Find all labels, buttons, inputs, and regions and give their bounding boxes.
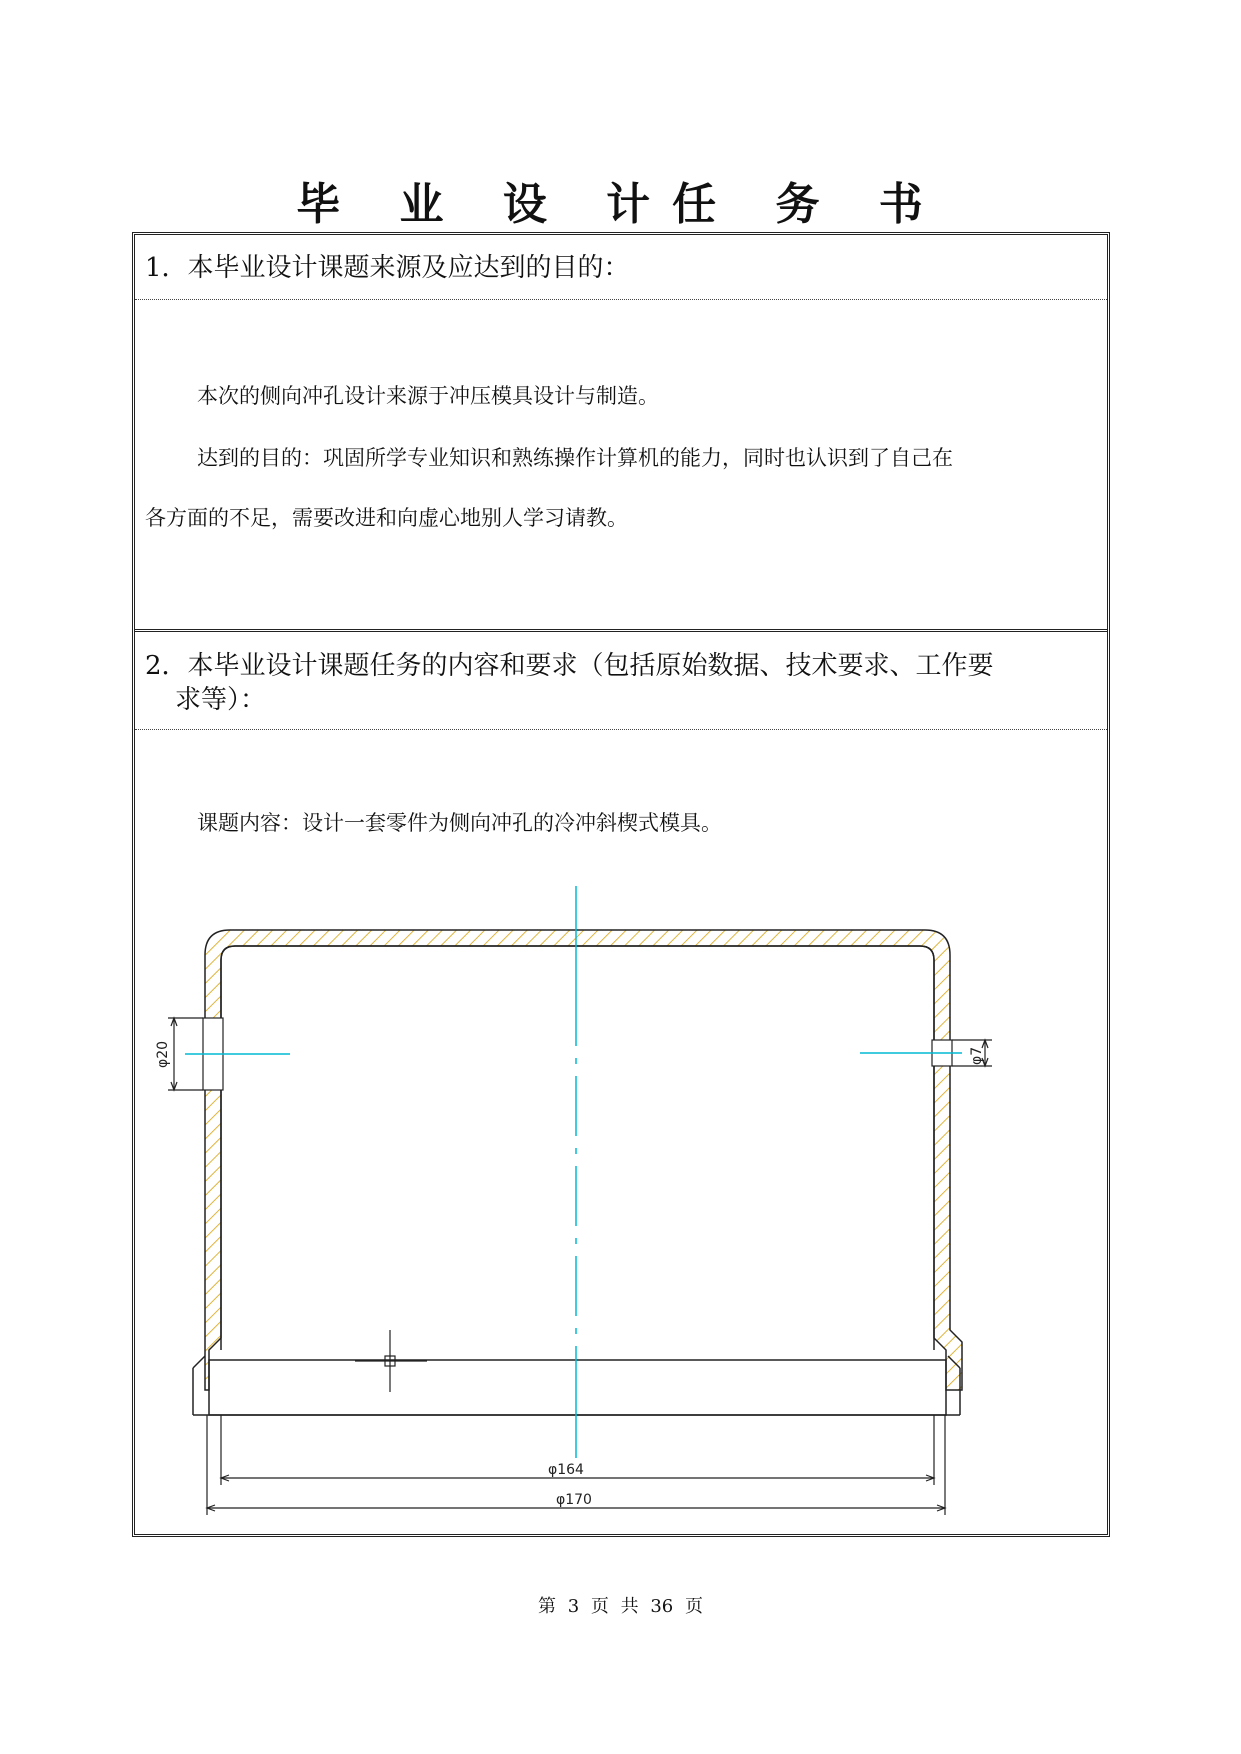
section1-heading: 1．本毕业设计课题来源及应达到的目的： — [145, 253, 630, 283]
dim-left-label: φ20 — [155, 1040, 171, 1068]
dim-outer-label: φ170 — [556, 1492, 592, 1508]
section2-heading-line2: 求等）： — [175, 685, 267, 715]
dim-right-label: φ7 — [969, 1046, 985, 1065]
page-title: 毕 业 设 计任 务 书 — [296, 179, 945, 230]
section1-para2-line1: 达到的目的：巩固所学专业知识和熟练操作计算机的能力，同时也认识到了自己在 — [197, 446, 953, 470]
section2-heading-line1: 2．本毕业设计课题任务的内容和要求（包括原始数据、技术要求、工作要 — [145, 651, 994, 681]
section1-para1: 本次的侧向冲孔设计来源于冲压模具设计与制造。 — [197, 384, 659, 408]
page-footer: 第 3 页 共 36 页 — [538, 1596, 703, 1617]
part-wall-section — [205, 930, 962, 1390]
part-base-outline — [209, 1360, 946, 1415]
section2-content: 课题内容：设计一套零件为侧向冲孔的冷冲斜楔式模具。 — [197, 811, 722, 835]
dim-inner-label: φ164 — [548, 1462, 584, 1478]
section1-para2-line2: 各方面的不足，需要改进和向虚心地别人学习请教。 — [145, 506, 628, 530]
crosshair-icon — [355, 1330, 427, 1392]
